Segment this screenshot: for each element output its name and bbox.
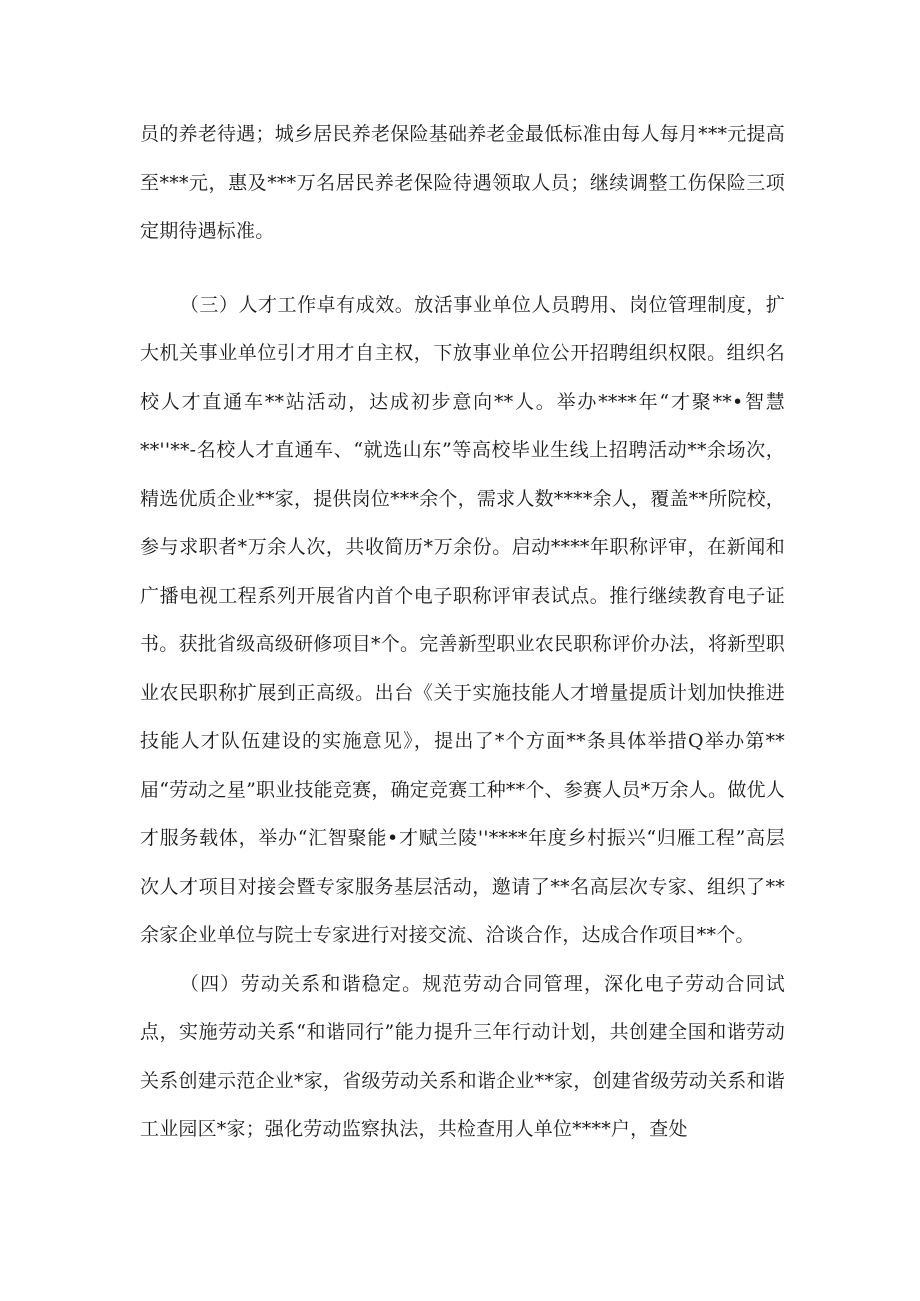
document-body — [140, 110, 785, 1154]
paragraph-labor-relations: （四）劳动关系和谐稳定。规范劳动合同管理，深化电子劳动合同试点，实施劳动关系“和谐同行”能力提升三年行动计划，共创建全国和谐劳动关系创建示范企业*家，省级劳动关系和谐企业**家，创建省级劳动关系和谐工业园区*家；强化劳动监察执法，共检查用人单位****户，查处 — [140, 972, 785, 1140]
paragraph-talent-work: （三）人才工作卓有成效。放活事业单位人员聘用、岗位管理制度，扩大机关事业单位引才用才自主权，下放事业单位公开招聘组织权限。组织名校人才直通车**站活动，达成初步意向**人。举办****年“才聚**•智慧**''**-名校人才直通车、“就选山东”等高校毕业生线上招聘活动**余场次，精选优质企业**家，提供岗位***余个，需求人数****余人，覆盖**所院校，参与求职者*万余人次，共收简历*万余份。启动****年职称评审，在新闻和广播电视工程系列开展省内首个电子职称评审表试点。推行继续教育电子证书。获批省级高级研修项目*个。完善新型职业农民职称评价办法，将新型职业农民职称扩展到正高级。出台《关于实施技能人才增量提质计划加快推进技能人才队伍建设的实施意见》，提出了*个方面**条具体举措Q举办第**届“劳动之星”职业技能竞赛，确定竞赛工种**个、参赛人员*万余人。做优人才服务载体，举办“汇智聚能•才赋兰陵''****年度乡村振兴“归雁工程”高层次人才项目对接会暨专家服务基层活动，邀请了**名高层次专家、组织了**余家企业单位与院士专家进行对接交流、洽谈合作，达成合作项目**个。 — [140, 293, 785, 946]
paragraph-gap — [140, 256, 785, 281]
paragraph-pension-continued: 员的养老待遇；城乡居民养老保险基础养老金最低标准由每人每月***元提高至***元，惠及***万名居民养老保险待遇领取人员；继续调整工伤保险三项定期待遇标准。 — [140, 123, 785, 242]
